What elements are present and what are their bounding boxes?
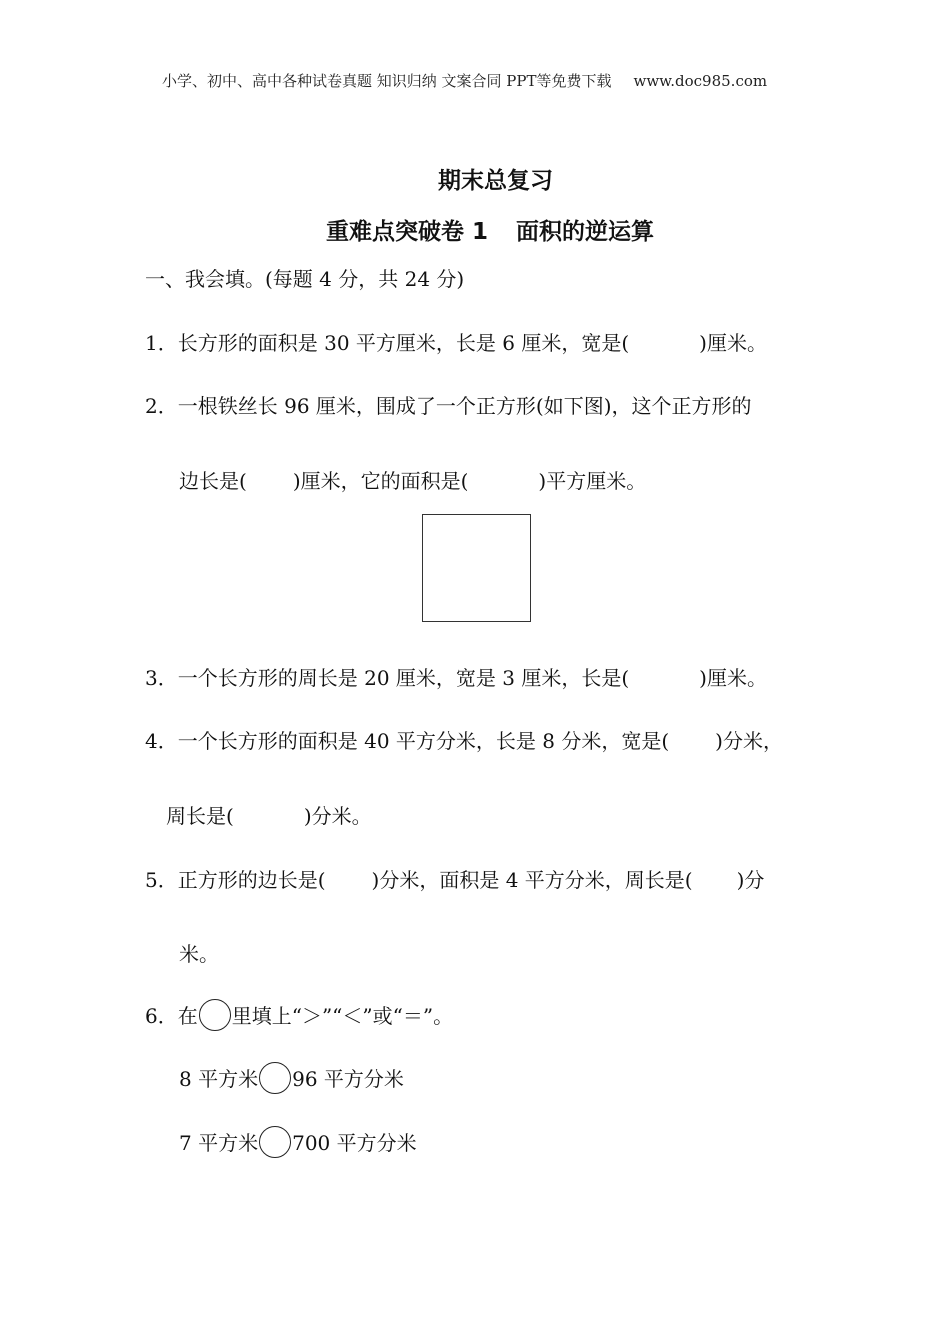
question-number: 4． <box>145 729 178 753</box>
question-number: 2． <box>145 394 178 418</box>
square-figure <box>422 514 531 622</box>
section-heading: 一、我会填。(每题 4 分，共 24 分) <box>145 267 465 291</box>
question-4: 4．一个长方形的面积是 40 平方分米，长是 8 分米，宽是( )分米， <box>145 729 783 753</box>
compare-circle[interactable] <box>259 1062 291 1094</box>
question-number: 6． <box>145 1004 178 1028</box>
question-5-line-2: 米。 <box>179 942 219 966</box>
question-2-line-2: 边长是( )厘米，它的面积是( )平方厘米。 <box>179 469 647 493</box>
compare-row-1: 8 平方米 96 平方分米 <box>179 1062 404 1094</box>
page-subtitle <box>326 213 654 246</box>
question-2: 2．一根铁丝长 96 厘米，围成了一个正方形(如下图)，这个正方形的 <box>145 394 752 418</box>
question-number: 5． <box>145 868 178 892</box>
compare-row-2: 7 平方米 700 平方分米 <box>179 1126 417 1158</box>
subtitle-part-b: 面积的逆运算 <box>516 219 655 245</box>
question-number: 1． <box>145 331 178 355</box>
header-url: www.doc985.com <box>633 72 768 90</box>
header-text: 小学、初中、高中各种试卷真题 知识归纳 文案合同 PPT等免费下载 <box>162 72 612 90</box>
page-title: 期末总复习 <box>438 168 553 194</box>
question-4-line-2: 周长是( )分米。 <box>166 804 372 828</box>
question-number: 3． <box>145 666 178 690</box>
compare-circle[interactable] <box>259 1126 291 1158</box>
question-6: 6．在 里填上“＞”“＜”或“＝”。 <box>145 999 453 1031</box>
subtitle-part-a: 重难点突破卷 1 <box>326 219 489 245</box>
question-3: 3．一个长方形的周长是 20 厘米，宽是 3 厘米，长是( )厘米。 <box>145 666 767 690</box>
question-5: 5．正方形的边长是( )分米，面积是 4 平方分米，周长是( )分 <box>145 868 765 892</box>
question-1: 1．长方形的面积是 30 平方厘米，长是 6 厘米，宽是( )厘米。 <box>145 331 767 355</box>
circle-icon <box>199 999 231 1031</box>
page-header <box>162 70 767 91</box>
